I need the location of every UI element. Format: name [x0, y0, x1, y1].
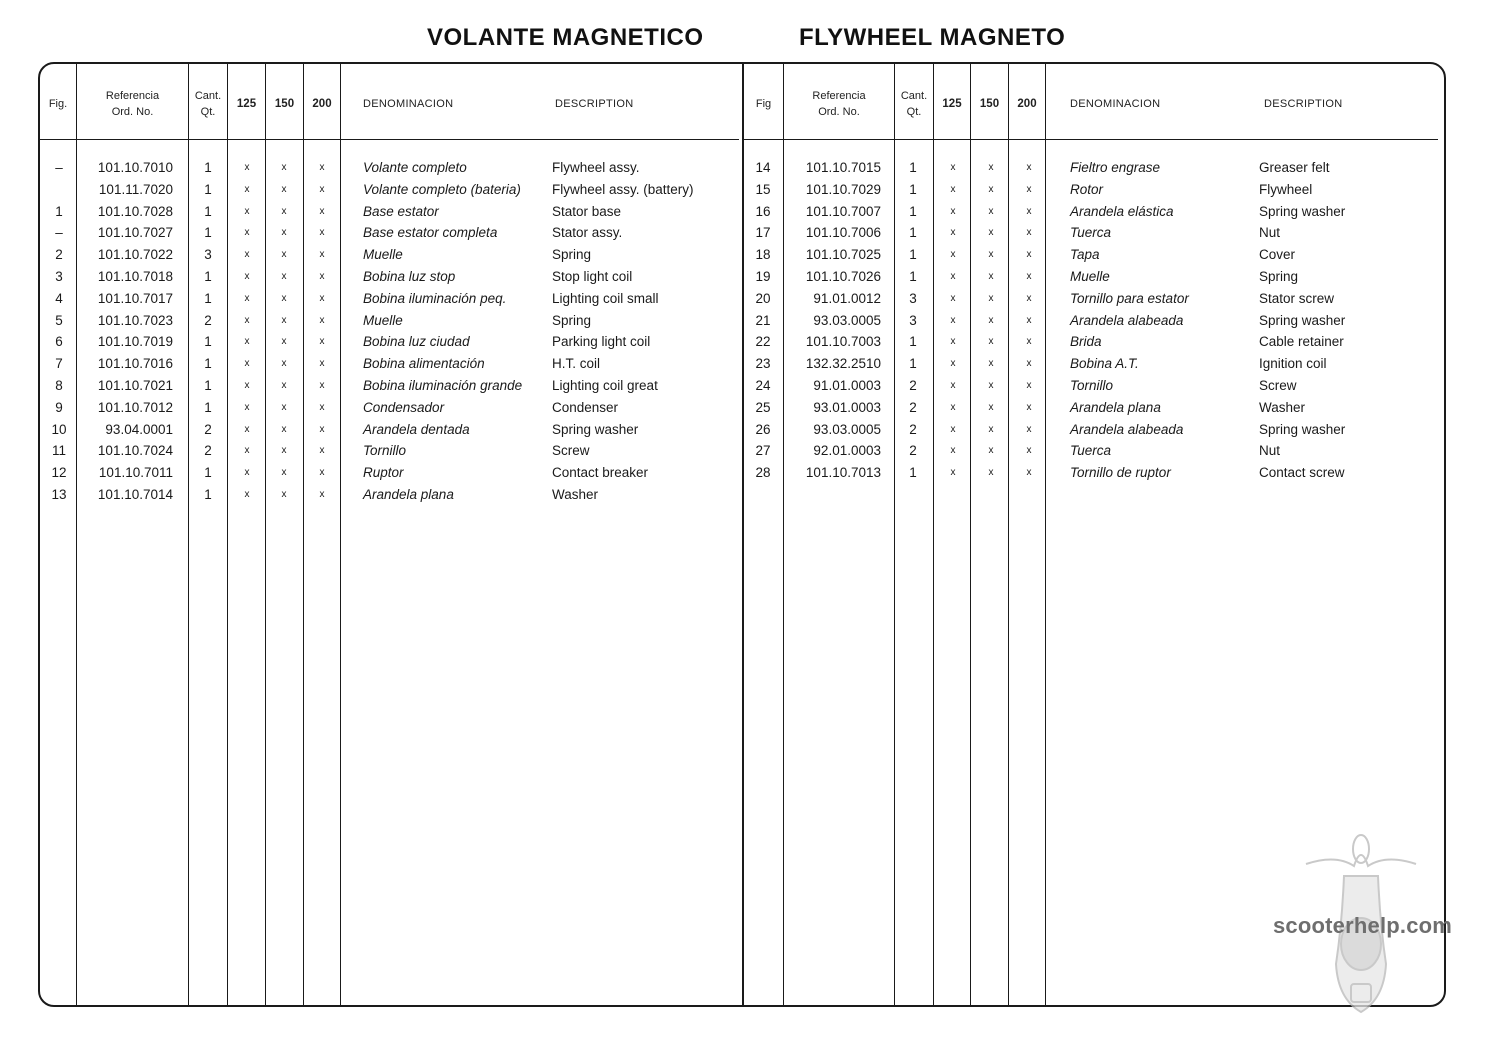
header-description: DESCRIPTION — [1264, 98, 1343, 110]
cell-denominacion: Bobina alimentación — [363, 356, 485, 372]
cell-denominacion: Tuerca — [1070, 225, 1112, 241]
cell-description: Flywheel — [1259, 181, 1313, 197]
cell-description: Contact breaker — [552, 465, 649, 481]
table-row — [0, 484, 1500, 506]
cell-denominacion: Tapa — [1070, 247, 1100, 263]
cell-ref: 101.10.7007 — [805, 203, 881, 219]
cell-fig: 21 — [755, 312, 771, 328]
cell-denominacion: Arandela elástica — [1070, 203, 1174, 219]
cell-qty: 2 — [909, 399, 917, 415]
cell-denominacion: Tornillo para estator — [1070, 290, 1189, 306]
cell-description: Spring washer — [1259, 203, 1346, 219]
cell-model-125: x — [950, 205, 956, 217]
cell-ref: 101.10.7019 — [97, 334, 173, 350]
cell-ref: 101.10.7003 — [805, 334, 881, 350]
table-row — [0, 375, 1500, 397]
header-denominacion: DENOMINACION — [363, 98, 454, 110]
cell-fig: 17 — [755, 225, 771, 241]
cell-model-125: x — [950, 358, 956, 370]
cell-fig: 13 — [51, 486, 67, 502]
cell-qty: 1 — [204, 356, 212, 372]
cell-model-200: x — [319, 336, 325, 348]
page-title-spanish: VOLANTE MAGNETICO — [427, 24, 704, 51]
cell-model-200: x — [1026, 379, 1032, 391]
cell-model-125: x — [244, 467, 250, 479]
cell-ref: 101.10.7025 — [805, 247, 881, 263]
cell-denominacion: Muelle — [1070, 268, 1110, 284]
cell-model-125: x — [244, 423, 250, 435]
cell-model-200: x — [319, 488, 325, 500]
cell-ref: 101.10.7017 — [97, 290, 173, 306]
cell-model-150: x — [988, 467, 994, 479]
cell-ref: 101.10.7016 — [97, 356, 173, 372]
cell-qty: 2 — [909, 377, 917, 393]
header-model-150: 150 — [274, 98, 295, 110]
cell-model-150: x — [988, 205, 994, 217]
cell-model-200: x — [1026, 445, 1032, 457]
cell-model-125: x — [950, 314, 956, 326]
cell-model-125: x — [244, 336, 250, 348]
header-ref: Referencia Ord. No. — [105, 90, 160, 118]
cell-description: Stator screw — [1259, 290, 1335, 306]
cell-description: Screw — [1259, 377, 1297, 393]
cell-ref: 132.32.2510 — [805, 356, 881, 372]
cell-ref: 101.10.7027 — [97, 225, 173, 241]
table-row — [0, 222, 1500, 244]
cell-fig: 6 — [55, 334, 63, 350]
cell-fig: 16 — [755, 203, 771, 219]
cell-fig: 1 — [55, 203, 63, 219]
cell-model-150: x — [988, 379, 994, 391]
cell-denominacion: Base estator — [363, 203, 439, 219]
cell-qty: 1 — [204, 334, 212, 350]
cell-model-200: x — [1026, 270, 1032, 282]
cell-qty: 1 — [204, 160, 212, 175]
cell-model-200: x — [1026, 183, 1032, 195]
cell-model-125: x — [950, 401, 956, 413]
cell-fig: 24 — [755, 377, 771, 393]
cell-model-150: x — [988, 270, 994, 282]
cell-model-150: x — [988, 183, 994, 195]
table-row — [0, 201, 1500, 223]
cell-model-150: x — [281, 358, 287, 370]
cell-qty: 2 — [204, 443, 212, 459]
cell-description: Spring washer — [552, 421, 639, 437]
cell-fig: 22 — [755, 334, 771, 350]
cell-denominacion: Ruptor — [363, 465, 404, 481]
cell-qty: 1 — [909, 160, 917, 175]
cell-model-125: x — [950, 379, 956, 391]
cell-model-125: x — [244, 292, 250, 304]
cell-model-200: x — [319, 249, 325, 261]
cell-model-200: x — [1026, 467, 1032, 479]
cell-denominacion: Tornillo — [1070, 377, 1114, 393]
cell-model-125: x — [950, 292, 956, 304]
cell-description: Washer — [1259, 399, 1306, 415]
header-rule-right — [744, 139, 1438, 140]
table-row — [0, 266, 1500, 288]
cell-qty: 1 — [909, 181, 917, 197]
cell-model-125: x — [244, 270, 250, 282]
cell-model-200: x — [1026, 292, 1032, 304]
cell-description: Greaser felt — [1259, 160, 1330, 175]
cell-model-125: x — [244, 162, 250, 173]
cell-description: Spring — [552, 312, 592, 328]
cell-fig: 20 — [755, 290, 771, 306]
cell-denominacion: Bobina A.T. — [1070, 356, 1139, 372]
cell-model-200: x — [319, 358, 325, 370]
cell-model-125: x — [244, 205, 250, 217]
cell-description: Spring washer — [1259, 421, 1346, 437]
cell-ref: 101.10.7014 — [97, 486, 173, 502]
cell-qty: 1 — [909, 225, 917, 241]
cell-description: Stop light coil — [552, 268, 633, 284]
cell-model-150: x — [281, 183, 287, 195]
cell-fig: – — [55, 225, 63, 241]
cell-model-125: x — [950, 183, 956, 195]
cell-model-150: x — [988, 292, 994, 304]
cell-ref: 101.10.7026 — [805, 268, 881, 284]
header-ref: Referencia Ord. No. — [812, 90, 866, 118]
table-row — [0, 397, 1500, 419]
cell-denominacion: Muelle — [363, 247, 403, 263]
cell-model-150: x — [988, 249, 994, 261]
cell-description: Nut — [1259, 225, 1281, 241]
cell-description: Nut — [1259, 443, 1281, 459]
cell-model-125: x — [950, 249, 956, 261]
cell-denominacion: Bobina luz ciudad — [363, 334, 470, 350]
table-row — [0, 244, 1500, 266]
cell-ref: 93.04.0001 — [105, 421, 173, 437]
cell-ref: 92.01.0003 — [813, 443, 881, 459]
cell-ref: 101.10.7015 — [805, 160, 881, 175]
table-row — [0, 440, 1500, 462]
cell-fig: 8 — [55, 377, 63, 393]
table-row — [0, 157, 1500, 179]
cell-model-125: x — [244, 227, 250, 239]
cell-description: Stator assy. — [552, 225, 623, 241]
cell-model-200: x — [319, 292, 325, 304]
parts-rows-right — [0, 157, 1500, 484]
cell-model-125: x — [244, 445, 250, 457]
cell-description: Ignition coil — [1259, 356, 1327, 372]
header-model-125: 125 — [942, 98, 962, 110]
cell-ref: 101.10.7013 — [805, 465, 881, 481]
cell-model-125: x — [244, 488, 250, 500]
cell-model-150: x — [988, 358, 994, 370]
cell-model-200: x — [319, 467, 325, 479]
table-row — [0, 288, 1500, 310]
cell-model-150: x — [988, 423, 994, 435]
cell-fig: 10 — [51, 421, 67, 437]
cell-fig: 2 — [55, 247, 63, 263]
cell-denominacion: Condensador — [363, 399, 445, 415]
cell-ref: 101.10.7029 — [805, 181, 881, 197]
cell-fig: 7 — [55, 356, 63, 372]
cell-model-150: x — [281, 292, 287, 304]
cell-qty: 2 — [204, 421, 212, 437]
cell-fig: 5 — [55, 312, 63, 328]
cell-model-150: x — [281, 379, 287, 391]
cell-model-200: x — [319, 270, 325, 282]
cell-model-125: x — [950, 467, 956, 479]
cell-model-150: x — [281, 314, 287, 326]
cell-ref: 101.10.7011 — [98, 465, 173, 481]
cell-model-125: x — [950, 162, 956, 173]
cell-qty: 1 — [909, 247, 917, 263]
cell-description: Cable retainer — [1259, 334, 1344, 350]
cell-denominacion: Arandela alabeada — [1070, 421, 1184, 437]
cell-denominacion: Bobina iluminación peq. — [363, 290, 507, 306]
cell-model-200: x — [319, 227, 325, 239]
cell-model-150: x — [988, 227, 994, 239]
cell-ref: 101.11.7020 — [98, 181, 173, 197]
cell-model-125: x — [244, 379, 250, 391]
header-rule-left — [40, 139, 739, 140]
cell-denominacion: Bobina iluminación grande — [363, 377, 523, 393]
cell-ref: 101.10.7010 — [97, 160, 173, 175]
table-row — [0, 179, 1500, 201]
cell-description: Cover — [1259, 247, 1296, 263]
header-qty: Cant. Qt. — [194, 90, 222, 118]
table-row — [0, 331, 1500, 353]
cell-fig: – — [55, 160, 63, 175]
cell-qty: 1 — [204, 377, 212, 393]
cell-model-200: x — [319, 379, 325, 391]
cell-model-200: x — [1026, 423, 1032, 435]
cell-model-150: x — [281, 467, 287, 479]
table-row — [0, 462, 1500, 484]
page-title-english: FLYWHEEL MAGNETO — [799, 24, 1066, 51]
cell-model-150: x — [988, 336, 994, 348]
cell-description: Screw — [552, 443, 590, 459]
cell-ref: 101.10.7022 — [97, 247, 173, 263]
cell-fig: 4 — [55, 290, 63, 306]
cell-ref: 93.01.0003 — [813, 399, 881, 415]
cell-ref: 91.01.0012 — [813, 290, 881, 306]
cell-fig: 18 — [755, 247, 771, 263]
header-fig: Fig. — [48, 98, 68, 110]
cell-ref: 101.10.7023 — [97, 312, 173, 328]
cell-model-200: x — [1026, 314, 1032, 326]
cell-denominacion: Tornillo de ruptor — [1070, 465, 1171, 481]
cell-description: Flywheel assy. — [552, 160, 640, 175]
page-titles — [0, 24, 1500, 56]
cell-fig: 19 — [755, 268, 771, 284]
cell-model-150: x — [988, 401, 994, 413]
cell-ref: 101.10.7018 — [97, 268, 173, 284]
cell-model-150: x — [281, 445, 287, 457]
cell-model-150: x — [281, 401, 287, 413]
cell-model-150: x — [281, 162, 287, 173]
cell-fig: 14 — [755, 160, 771, 175]
cell-denominacion: Volante completo — [363, 160, 467, 175]
cell-model-150: x — [988, 445, 994, 457]
cell-denominacion: Arandela plana — [363, 486, 454, 502]
cell-ref: 91.01.0003 — [813, 377, 881, 393]
cell-description: H.T. coil — [552, 356, 601, 372]
cell-model-200: x — [319, 183, 325, 195]
cell-ref: 101.10.7021 — [97, 377, 173, 393]
cell-model-150: x — [281, 488, 287, 500]
cell-model-200: x — [1026, 358, 1032, 370]
cell-qty: 1 — [204, 486, 212, 502]
cell-model-200: x — [1026, 401, 1032, 413]
header-model-150: 150 — [979, 98, 1000, 110]
cell-model-150: x — [281, 270, 287, 282]
cell-model-200: x — [319, 205, 325, 217]
cell-qty: 1 — [204, 465, 212, 481]
cell-qty: 2 — [909, 443, 917, 459]
cell-ref: 93.03.0005 — [813, 312, 881, 328]
cell-description: Contact screw — [1259, 465, 1345, 481]
cell-model-200: x — [1026, 249, 1032, 261]
header-description: DESCRIPTION — [555, 98, 634, 110]
cell-model-125: x — [244, 249, 250, 261]
cell-model-200: x — [319, 423, 325, 435]
header-qty: Cant. Qt. — [900, 90, 928, 118]
cell-denominacion: Brida — [1070, 334, 1102, 350]
cell-denominacion: Muelle — [363, 312, 403, 328]
cell-model-150: x — [281, 249, 287, 261]
cell-fig: 26 — [755, 421, 771, 437]
cell-model-200: x — [319, 162, 325, 173]
cell-fig: 9 — [55, 399, 63, 415]
cell-denominacion: Arandela dentada — [363, 421, 470, 437]
cell-qty: 1 — [909, 268, 917, 284]
cell-denominacion: Base estator completa — [363, 225, 498, 241]
cell-fig: 28 — [755, 465, 771, 481]
cell-model-125: x — [244, 401, 250, 413]
header-denominacion: DENOMINACION — [1070, 98, 1161, 110]
cell-fig: 3 — [55, 268, 63, 284]
cell-description: Spring — [552, 247, 592, 263]
cell-model-150: x — [281, 205, 287, 217]
cell-fig: 12 — [51, 465, 67, 481]
cell-model-200: x — [319, 401, 325, 413]
cell-model-125: x — [244, 358, 250, 370]
cell-fig: 25 — [755, 399, 771, 415]
cell-qty: 1 — [909, 356, 917, 372]
cell-model-125: x — [950, 445, 956, 457]
cell-fig: 27 — [755, 443, 771, 459]
table-row — [0, 353, 1500, 375]
cell-model-200: x — [1026, 336, 1032, 348]
cell-fig: 23 — [755, 356, 771, 372]
header-model-125: 125 — [236, 98, 257, 110]
cell-ref: 101.10.7024 — [97, 443, 173, 459]
cell-qty: 1 — [909, 203, 917, 219]
cell-denominacion: Arandela alabeada — [1070, 312, 1184, 328]
cell-description: Flywheel assy. (battery) — [552, 181, 694, 197]
cell-model-150: x — [281, 227, 287, 239]
header-model-200: 200 — [1017, 98, 1037, 110]
cell-qty: 1 — [204, 268, 212, 284]
cell-model-200: x — [319, 445, 325, 457]
cell-qty: 1 — [204, 290, 212, 306]
cell-qty: 3 — [204, 247, 212, 263]
cell-ref: 101.10.7012 — [97, 399, 173, 415]
cell-description: Stator base — [552, 203, 622, 219]
cell-description: Parking light coil — [552, 334, 651, 350]
cell-model-125: x — [950, 423, 956, 435]
cell-denominacion: Tornillo — [363, 443, 407, 459]
cell-denominacion: Bobina luz stop — [363, 268, 456, 284]
cell-model-150: x — [988, 314, 994, 326]
cell-qty: 1 — [204, 399, 212, 415]
cell-model-200: x — [1026, 227, 1032, 239]
cell-denominacion: Fieltro engrase — [1070, 160, 1161, 175]
cell-qty: 2 — [204, 312, 212, 328]
cell-fig: 15 — [755, 181, 771, 197]
header-fig: Fig — [755, 98, 772, 110]
cell-qty: 3 — [909, 312, 917, 328]
cell-model-150: x — [988, 162, 994, 173]
cell-model-125: x — [244, 183, 250, 195]
watermark-text: scooterhelp.com — [1273, 913, 1453, 938]
table-row — [0, 310, 1500, 332]
cell-qty: 1 — [909, 334, 917, 350]
cell-qty: 1 — [909, 465, 917, 481]
table-row — [0, 419, 1500, 441]
cell-description: Spring washer — [1259, 312, 1346, 328]
cell-denominacion: Tuerca — [1070, 443, 1112, 459]
cell-description: Washer — [552, 486, 599, 502]
cell-ref: 101.10.7028 — [97, 203, 173, 219]
cell-model-125: x — [950, 227, 956, 239]
cell-model-150: x — [281, 336, 287, 348]
cell-qty: 1 — [204, 203, 212, 219]
cell-qty: 2 — [909, 421, 917, 437]
cell-qty: 1 — [204, 225, 212, 241]
cell-fig: 11 — [51, 443, 66, 459]
cell-model-200: x — [1026, 162, 1032, 173]
cell-denominacion: Volante completo (bateria) — [363, 181, 521, 197]
cell-description: Lighting coil great — [552, 377, 658, 393]
cell-description: Condenser — [552, 399, 619, 415]
cell-model-125: x — [244, 314, 250, 326]
cell-model-125: x — [950, 270, 956, 282]
cell-ref: 101.10.7006 — [805, 225, 881, 241]
cell-qty: 1 — [204, 181, 212, 197]
cell-model-200: x — [319, 314, 325, 326]
cell-model-125: x — [950, 336, 956, 348]
cell-model-150: x — [281, 423, 287, 435]
cell-denominacion: Arandela plana — [1070, 399, 1161, 415]
cell-model-200: x — [1026, 205, 1032, 217]
cell-description: Spring — [1259, 268, 1299, 284]
header-model-200: 200 — [312, 98, 332, 110]
cell-qty: 3 — [909, 290, 917, 306]
cell-description: Lighting coil small — [552, 290, 659, 306]
cell-denominacion: Rotor — [1070, 181, 1104, 197]
cell-ref: 93.03.0005 — [813, 421, 881, 437]
